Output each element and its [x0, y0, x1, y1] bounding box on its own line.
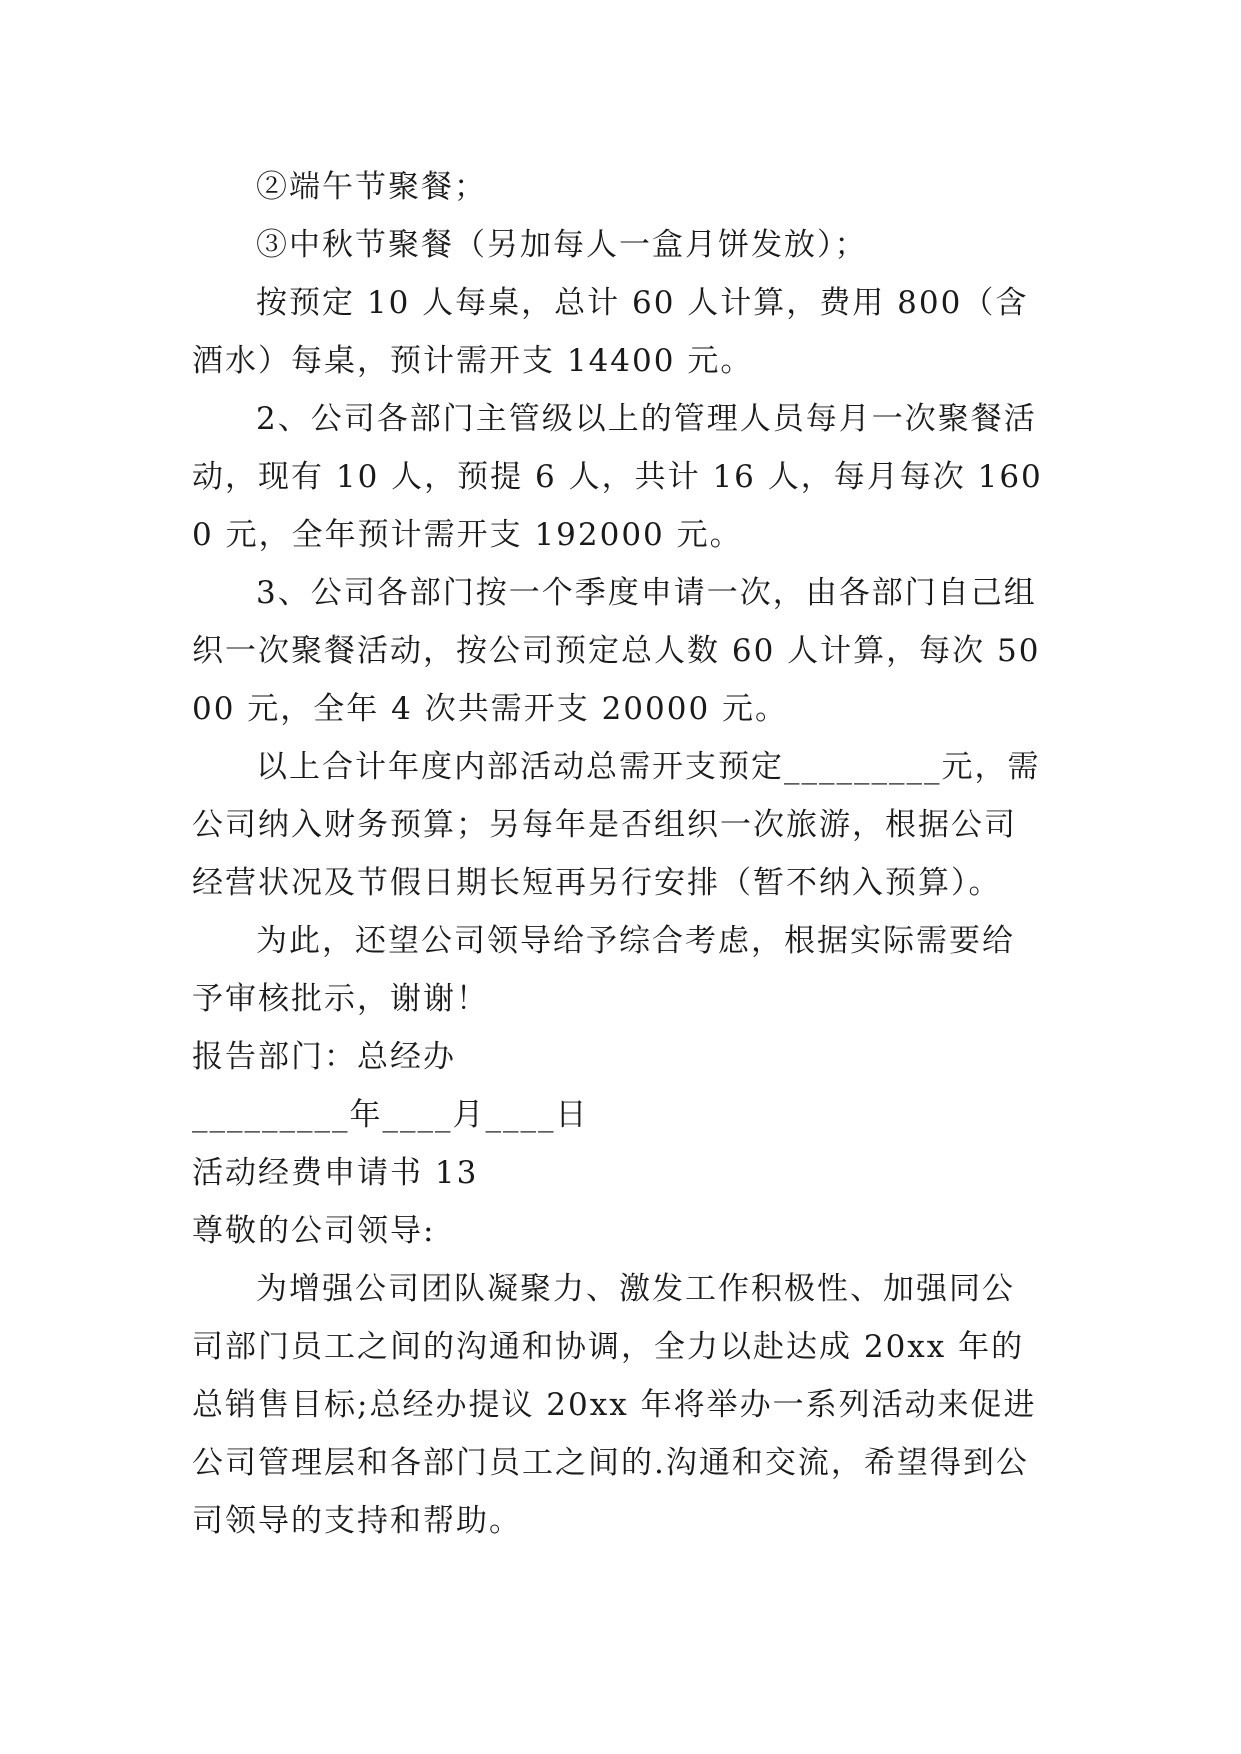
paragraph-mid-autumn-dinner: ③中秋节聚餐（另加每人一盒月饼发放）； — [256, 227, 868, 263]
paragraph-request-approval: 为此，还望公司领导给予综合考虑，根据实际需要给予审核批示，谢谢！ — [192, 923, 1015, 1017]
paragraph-quarterly-dinner: 3、公司各部门按一个季度申请一次，由各部门自己组织一次聚餐活动，按公司预定总人数 60 人计算，每次 5000 元，全年 4 次共需开支 20000 元。 — [192, 575, 1041, 727]
paragraph-dragon-boat-dinner: ②端午节聚餐； — [256, 169, 487, 205]
paragraph-total-budget: 以上合计年度内部活动总需开支预定_________元，需公司纳入财务预算；另每年是否组织一次旅游，根据公司经营状况及节假日期长短再另行安排（暂不纳入预算）。 — [192, 749, 1041, 901]
report-department: 报告部门：总经办 — [192, 1039, 456, 1075]
paragraph-table-cost: 按预定 10 人每桌，总计 60 人计算，费用 800（含酒水）每桌，预计需开支 14400 元。 — [192, 285, 1029, 379]
date-line: _________年____月____日 — [192, 1097, 589, 1133]
paragraph-manager-dinner: 2、公司各部门主管级以上的管理人员每月一次聚餐活动，现有 10 人，预提 6 人，共计 16 人，每月每次 1600 元，全年预计需开支 192000 元。 — [192, 401, 1043, 553]
document-body — [192, 158, 1047, 1550]
paragraph-intro: 为增强公司团队凝聚力、激发工作积极性、加强同公司部门员工之间的沟通和协调，全力以赴达成 20xx 年的总销售目标;总经办提议 20xx 年将举办一系列活动来促进公司管理层和各部门员工之间的.沟通和交流，希望得到公司领导的支持和帮助。 — [192, 1271, 1037, 1539]
salutation: 尊敬的公司领导: — [192, 1213, 436, 1249]
section-title: 活动经费申请书 13 — [192, 1155, 479, 1191]
